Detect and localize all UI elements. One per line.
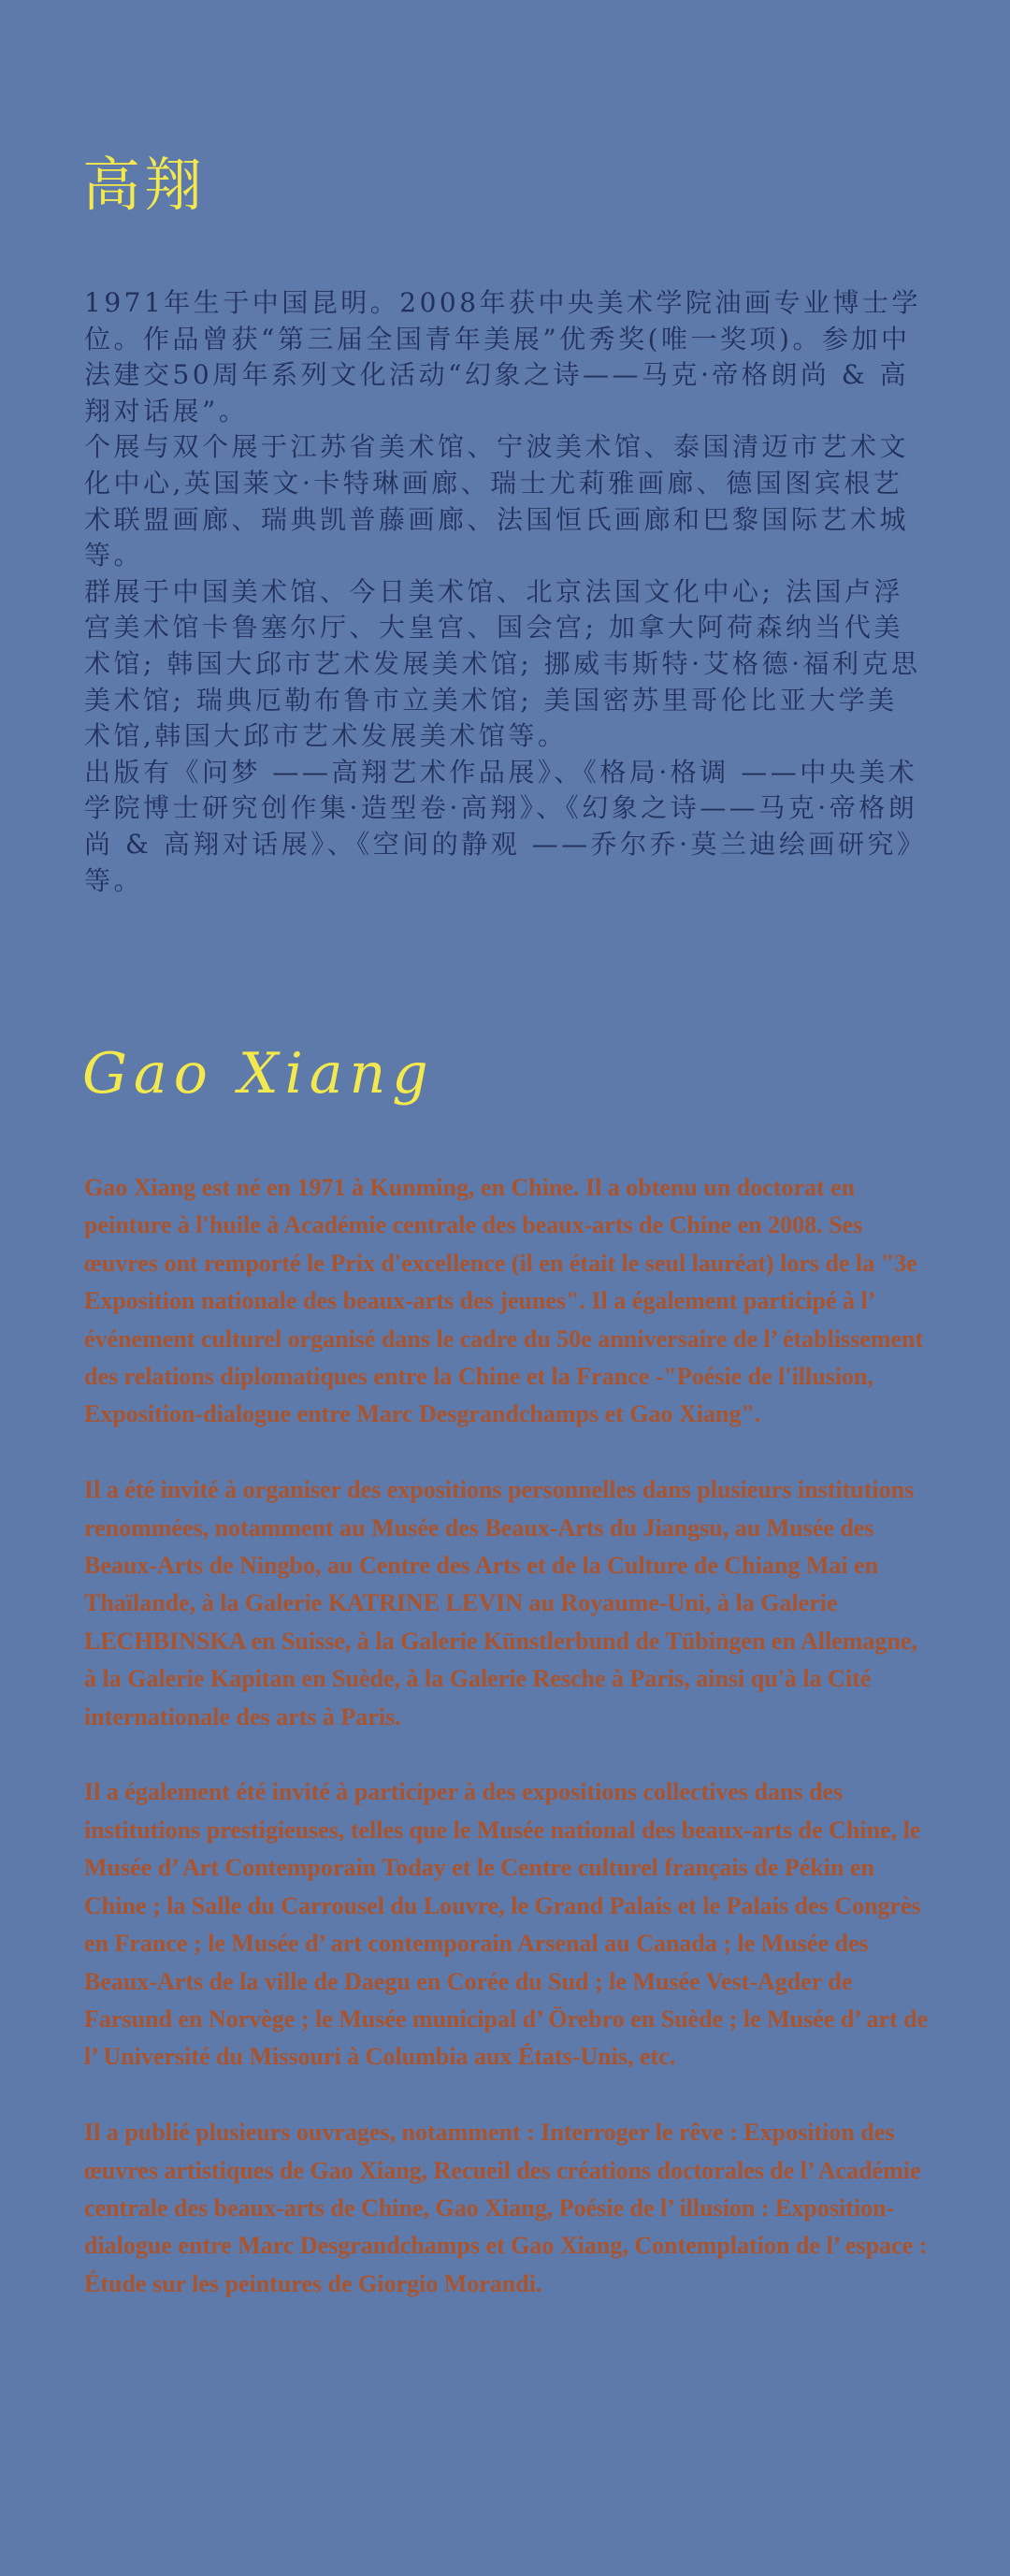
- french-paragraph-education: Gao Xiang est né en 1971 à Kunming, en Chine. Il a obtenu un doctorat en peinture à l'huile à Académie centrale des beaux-arts de Chine en 2008. Ses œuvres ont remporté le Prix d'excellence (il en était le seul lauréat) lors de la "3e Exposition nationale des beaux-arts des jeunes". Il a également participé à l’ événement culturel organisé dans le cadre du 50e anniversaire de l’ établissement des relations diplomatiques entre la Chine et la France -"Poésie de l'illusion, Exposition-dialogue entre Marc Desgrandchamps et Gao Xiang".: [84, 1174, 924, 1428]
- chinese-name-heading: 高翔: [82, 151, 207, 219]
- chinese-biography: [84, 285, 926, 899]
- chinese-paragraph-solo-exhibitions: 个展与双个展于江苏省美术馆、宁波美术馆、泰国清迈市艺术文化中心,英国莱文·卡特琳画廊、瑞士尤莉雅画廊、德国图宾根艺术联盟画廊、瑞典凯普藤画廊、法国恒氏画廊和巴黎国际艺术城等。: [84, 431, 910, 572]
- chinese-paragraph-group-exhibitions: 群展于中国美术馆、今日美术馆、北京法国文化中心; 法国卢浮宫美术馆卡鲁塞尔厅、大皇宫、国会宫; 加拿大阿荷森纳当代美术馆; 韩国大邱市艺术发展美术馆; 挪威韦斯特·艾格德·福利克思美术馆; 瑞典厄勒布鲁市立美术馆; 美国密苏里哥伦比亚大学美术馆,韩国大邱市艺术发展美术馆等。: [84, 575, 921, 752]
- french-name-heading: Gao Xiang: [82, 1041, 435, 1107]
- chinese-paragraph-education: 1971年生于中国昆明。2008年获中央美术学院油画专业博士学位。作品曾获“第三届全国青年美展”优秀奖(唯一奖项)。参加中法建交50周年系列文化活动“幻象之诗——马克·帝格朗尚 & 高翔对话展”。: [84, 287, 922, 427]
- french-paragraph-group-exhibitions: Il a également été invité à participer à des expositions collectives dans des institutions prestigieuses, telles que le Musée national des beaux-arts de Chine, le Musée d’ Art Contemporain Today et le Centre culturel français de Pékin en Chine ; la Salle du Carrousel du Louvre, le Grand Palais et le Palais des Congrès en France ; le Musée d’ art contemporain Arsenal au Canada ; le Musée des Beaux-Arts de la ville de Daegu en Corée du Sud ; le Musée Vest-Agder de Farsund en Norvège ; le Musée municipal d’ Örebro en Suède ; le Musée d’ art de l’ Université du Missouri à Columbia aux États-Unis, etc.: [84, 1778, 929, 2071]
- french-biography: [84, 1169, 935, 2341]
- french-paragraph-publications: Il a publié plusieurs ouvrages, notamment : Interroger le rêve : Exposition des œuvres artistiques de Gao Xiang, Recueil des créations doctorales de l’ Académie centrale des beaux-arts de Chine, Gao Xiang, Poésie de l’ illusion : Exposition-dialogue entre Marc Desgrandchamps et Gao Xiang, Contemplation de l’ espace : Étude sur les peintures de Giorgio Morandi.: [84, 2119, 928, 2297]
- french-paragraph-solo-exhibitions: Il a été invité à organiser des expositions personnelles dans plusieurs institutions renommées, notamment au Musée des Beaux-Arts du Jiangsu, au Musée des Beaux-Arts de Ningbo, au Centre des Arts et de la Culture de Chiang Mai en Thaïlande, à la Galerie KATRINE LEVIN au Royaume-Uni, à la Galerie LECHBINSKA en Suisse, à la Galerie Künstlerbund de Tübingen en Allemagne, à la Galerie Kapitan en Suède, à la Galerie Resche à Paris, ainsi qu'à la Cité internationale des arts à Paris.: [84, 1476, 917, 1730]
- chinese-paragraph-publications: 出版有《问梦 ——高翔艺术作品展》、《格局·格调 ——中央美术学院博士研究创作集·造型卷·高翔》、《幻象之诗——马克·帝格朗尚 & 高翔对话展》、《空间的静观 ——乔尔乔·莫兰迪绘画研究》等。: [84, 756, 918, 896]
